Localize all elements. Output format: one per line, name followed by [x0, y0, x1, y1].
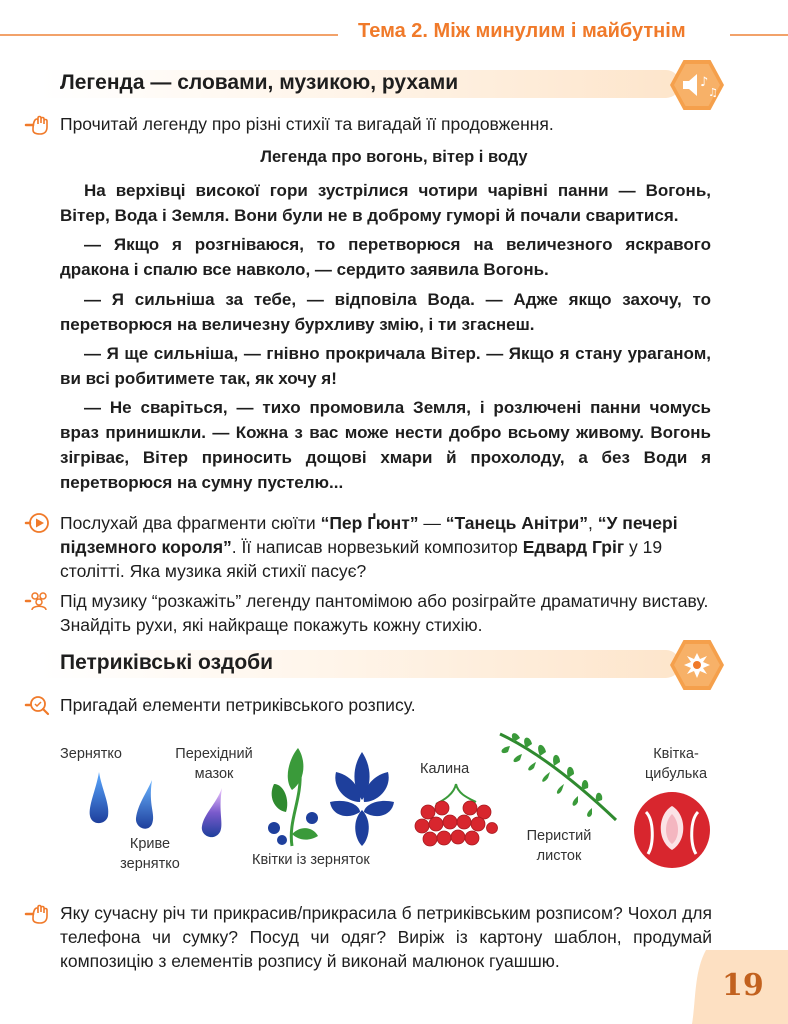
task-recall-elements: Пригадай елементи петриківського розпису.	[60, 695, 416, 715]
transition-stroke-illustration	[196, 786, 232, 842]
svg-text:♪: ♪	[700, 75, 709, 90]
header-rule-left	[0, 34, 338, 36]
paint-splash-icon	[670, 640, 724, 690]
task-design-item: Яку сучасну річ ти прикрасив/прикрасила б петриківським розписом? Чохол для телефона чи сумку? Посуд чи одяг? Виріж із картону шаблон, продумай композицію з елементів розпису й виконай малюнок гуашшю.	[60, 903, 712, 971]
label-perystyi: Перистий листок	[526, 828, 592, 864]
task-listen-music: Послухай два фрагменти сюїти “Пер Ґюнт” — “Танець Анітри”, “У печері підземного короля”. Її написав норвезький композитор Едвард Гріг у 19 столітті. Яка музика якій стихії пасує?	[60, 513, 678, 581]
hand-icon	[24, 903, 50, 925]
section-title-legend: Легенда — словами, музикою, рухами	[60, 71, 459, 94]
label-perekhidnyi: Перехідний мазок	[175, 746, 253, 782]
viburnum-illustration	[414, 782, 498, 850]
flowers-illustration	[262, 740, 412, 852]
music-speaker-icon	[670, 60, 724, 110]
page-number: 19	[722, 968, 764, 1003]
search-icon	[24, 694, 50, 716]
drop-stroke-illustration	[86, 770, 112, 828]
story-paragraph: — Я сильніша за тебе, — відповіла Вода. — Адже якщо захочу, то перетворюся на величезну бурхливу змію, і ти згаснеш.	[60, 290, 711, 334]
story-paragraph: — Якщо я розгніваюся, то перетворюся на величезного яскравого дракона і спалю все навколо, — сердито заявила Вогонь.	[60, 235, 711, 279]
label-kvitka: Квітка-цибулька	[644, 746, 708, 782]
group-icon	[24, 590, 50, 612]
svg-text:♫: ♫	[708, 86, 718, 99]
story-title: Легенда про вогонь, вітер і воду	[260, 148, 528, 166]
feathery-leaf-illustration	[494, 730, 622, 824]
label-kvitky: Квітки із зерняток	[252, 852, 370, 868]
hand-icon	[24, 114, 50, 136]
topic-title: Тема 2. Між минулим і майбутнім	[358, 20, 686, 42]
task-read-legend: Прочитай легенду про різні стихії та вигадай її продовження.	[60, 114, 554, 134]
curved-stroke-illustration	[132, 778, 158, 834]
story-paragraph: — Не сваріться, — тихо промовила Земля, і розлючені панни чомусь враз принишкли. — Кожна з вас може нести добро всьому живому. Вогонь зігріває, Вітер приносить дощові хмари й прохолоду, а без Води я перетворюся на сумну пустелю...	[60, 398, 711, 492]
section-title-petrykivka: Петриківські оздоби	[60, 651, 274, 674]
label-zernyatko: Зернятко	[60, 746, 122, 762]
story-paragraph: На верхівці високої гори зустрілися чотири чарівні панни — Вогонь, Вітер, Вода і Земля. Вони були не в доброму гуморі й почали сваритися.	[60, 181, 711, 225]
story-paragraph: — Я ще сильніша, — гнівно прокричала Вітер. — Якщо я стану ураганом, ви всі робитимете так, як хочу я!	[60, 344, 711, 388]
onion-flower-illustration	[628, 784, 716, 872]
task-pantomime: Під музику “розкажіть” легенду пантомімою або розіграйте драматичну виставу. Знайдіть рухи, які найкраще покажуть кожну стихію.	[60, 591, 709, 635]
play-listen-icon	[24, 512, 50, 534]
header-rule-right	[730, 34, 788, 36]
label-kryve: Криве зернятко	[120, 836, 180, 872]
label-kalyna: Калина	[420, 761, 470, 777]
